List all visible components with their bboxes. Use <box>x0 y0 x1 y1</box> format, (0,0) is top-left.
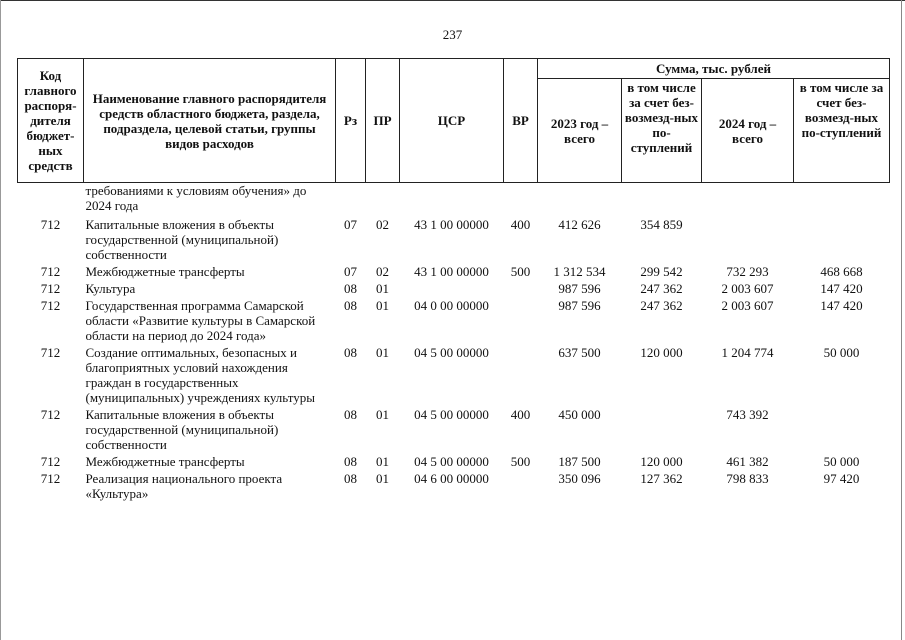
cell-csr <box>400 183 504 215</box>
cell-2024-free: 50 000 <box>823 345 860 360</box>
table-row <box>18 183 890 215</box>
cell-vr <box>504 470 538 502</box>
cell-csr: 43 1 00 00000 <box>414 264 489 279</box>
cell-csr: 04 5 00 00000 <box>414 454 489 469</box>
table-row <box>18 263 890 280</box>
cell-csr: 04 5 00 00000 <box>414 345 489 360</box>
header-rz: Рз <box>336 59 366 183</box>
cell-2024-total: 2 003 607 <box>721 298 774 313</box>
header-csr: ЦСР <box>400 59 504 183</box>
cell-2024-total <box>702 183 794 215</box>
cell-vr: 400 <box>510 217 531 232</box>
header-2023-total: 2023 год – всего <box>538 79 622 183</box>
cell-rz: 07 <box>344 217 357 232</box>
cell-2023-free: 354 859 <box>640 217 683 232</box>
cell-2023-total: 350 096 <box>558 471 601 486</box>
cell-2023-total: 450 000 <box>558 407 601 422</box>
cell-pr <box>366 183 400 215</box>
cell-name: требованиями к условиям обучения» до 2024 года <box>85 183 307 213</box>
cell-2024-free <box>794 406 890 453</box>
cell-2023-total: 412 626 <box>558 217 601 232</box>
cell-rz: 08 <box>344 281 357 296</box>
cell-2024-total: 798 833 <box>726 471 769 486</box>
cell-2024-free: 147 420 <box>820 281 863 296</box>
cell-2024-total: 743 392 <box>726 407 769 422</box>
cell-pr: 01 <box>376 407 389 422</box>
cell-csr: 04 5 00 00000 <box>414 407 489 422</box>
cell-code: 712 <box>40 407 61 422</box>
cell-2023-total: 987 596 <box>558 298 601 313</box>
cell-2023-free: 247 362 <box>640 281 683 296</box>
cell-csr: 43 1 00 00000 <box>414 217 489 232</box>
cell-rz: 08 <box>344 471 357 486</box>
cell-2023-free: 127 362 <box>640 471 683 486</box>
cell-rz: 08 <box>344 454 357 469</box>
cell-2023-free <box>622 183 702 215</box>
cell-2024-total: 732 293 <box>726 264 769 279</box>
cell-name: Культура <box>85 281 136 296</box>
table-row <box>18 214 890 263</box>
table-row <box>18 406 890 453</box>
header-2023-free: в том числе за счет без-возмезд-ных по-ступлений <box>622 79 702 183</box>
cell-code: 712 <box>40 298 61 313</box>
cell-code: 712 <box>40 264 61 279</box>
cell-2024-free <box>794 214 890 263</box>
cell-2024-free: 147 420 <box>820 298 863 313</box>
cell-name: Государственная программа Самарской области «Развитие культуры в Самарской области на период до 2024 года» <box>85 298 316 343</box>
cell-rz: 08 <box>344 407 357 422</box>
cell-vr: 500 <box>510 264 531 279</box>
cell-2023-free <box>622 406 702 453</box>
cell-pr: 01 <box>376 298 389 313</box>
cell-name: Создание оптимальных, безопасных и благоприятных условий нахождения граждан в государственных (муниципальных) учреждениях культуры <box>85 345 315 405</box>
cell-2023-free: 120 000 <box>640 345 683 360</box>
header-name: Наименование главного распорядителя средств областного бюджета, раздела, подраздела, целевой статьи, группы видов расходов <box>84 59 336 183</box>
cell-2023-free: 299 542 <box>640 264 683 279</box>
cell-vr: 400 <box>510 407 531 422</box>
cell-code: 712 <box>40 454 61 469</box>
page-frame-left <box>0 0 1 640</box>
header-pr: ПР <box>366 59 400 183</box>
table-row <box>18 470 890 502</box>
cell-2023-total: 987 596 <box>558 281 601 296</box>
cell-code: 712 <box>40 281 61 296</box>
page-frame-right <box>901 0 902 640</box>
table-row <box>18 280 890 297</box>
cell-rz: 08 <box>344 298 357 313</box>
cell-csr: 04 0 00 00000 <box>414 298 489 313</box>
header-2024-total: 2024 год – всего <box>702 79 794 183</box>
page-frame-top <box>0 0 905 1</box>
budget-table-body <box>18 183 890 503</box>
cell-name: Межбюджетные трансферты <box>85 264 245 279</box>
budget-table-container <box>17 58 889 502</box>
cell-2024-total: 461 382 <box>726 454 769 469</box>
header-sum: Сумма, тыс. рублей <box>538 59 890 79</box>
table-row <box>18 344 890 406</box>
cell-pr: 02 <box>376 264 389 279</box>
cell-pr: 02 <box>376 217 389 232</box>
cell-rz <box>336 183 366 215</box>
cell-pr: 01 <box>376 281 389 296</box>
budget-table <box>17 58 890 502</box>
cell-2023-total <box>538 183 622 215</box>
cell-2023-free: 247 362 <box>640 298 683 313</box>
table-row <box>18 297 890 344</box>
cell-name: Капитальные вложения в объекты государственной (муниципальной) собственности <box>85 217 279 262</box>
cell-2024-total: 1 204 774 <box>721 345 774 360</box>
cell-name: Реализация национального проекта «Культура» <box>85 471 283 501</box>
cell-pr: 01 <box>376 454 389 469</box>
cell-2023-total: 1 312 534 <box>553 264 606 279</box>
cell-2024-free: 97 420 <box>823 471 860 486</box>
page-number: 237 <box>442 27 463 42</box>
cell-2024-free: 50 000 <box>823 454 860 469</box>
header-code: Код главного распоря-дителя бюджет-ных средств <box>18 59 84 183</box>
cell-code: 712 <box>40 217 61 232</box>
cell-2024-free <box>794 183 890 215</box>
cell-2024-free: 468 668 <box>820 264 863 279</box>
cell-name: Капитальные вложения в объекты государственной (муниципальной) собственности <box>85 407 279 452</box>
cell-2024-total <box>702 214 794 263</box>
cell-code: 712 <box>40 471 61 486</box>
cell-csr: 04 6 00 00000 <box>414 471 489 486</box>
cell-vr <box>504 297 538 344</box>
table-row <box>18 453 890 470</box>
cell-2023-total: 637 500 <box>558 345 601 360</box>
header-2024-free: в том числе за счет без-возмезд-ных по-ступлений <box>794 79 890 183</box>
cell-vr <box>504 183 538 215</box>
cell-rz: 07 <box>344 264 357 279</box>
cell-code: 712 <box>40 345 61 360</box>
cell-name: Межбюджетные трансферты <box>85 454 245 469</box>
cell-2024-total: 2 003 607 <box>721 281 774 296</box>
cell-2023-total: 187 500 <box>558 454 601 469</box>
cell-vr: 500 <box>510 454 531 469</box>
cell-csr <box>400 280 504 297</box>
cell-pr: 01 <box>376 345 389 360</box>
cell-rz: 08 <box>344 345 357 360</box>
header-vr: ВР <box>504 59 538 183</box>
cell-vr <box>504 344 538 406</box>
cell-vr <box>504 280 538 297</box>
cell-2023-free: 120 000 <box>640 454 683 469</box>
cell-code <box>18 183 84 215</box>
cell-pr: 01 <box>376 471 389 486</box>
